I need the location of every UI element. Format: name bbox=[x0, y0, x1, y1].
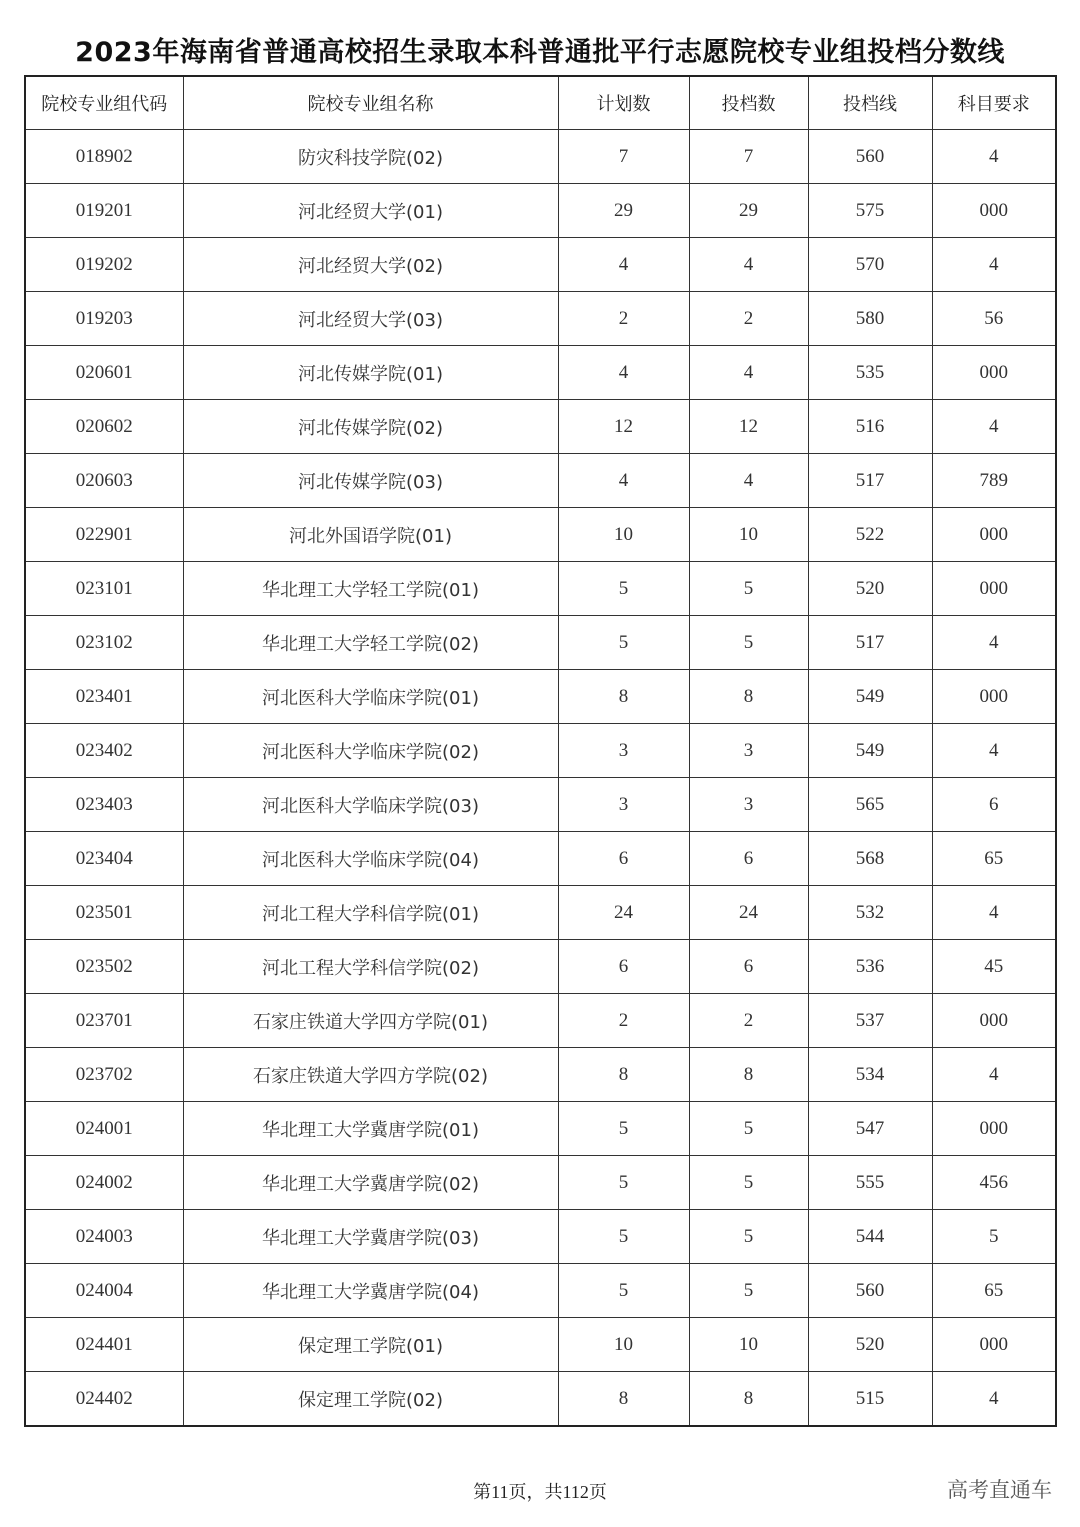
cell-group-name: 河北经贸大学(01) bbox=[183, 184, 558, 238]
cell-group-name: 河北外国语学院(01) bbox=[183, 508, 558, 562]
cell-admit-count: 3 bbox=[689, 724, 808, 778]
cell-group-code: 020602 bbox=[25, 400, 183, 454]
cell-admit-count: 5 bbox=[689, 562, 808, 616]
cell-admit-count: 10 bbox=[689, 508, 808, 562]
cell-admit-count: 4 bbox=[689, 346, 808, 400]
cell-cutoff-score: 516 bbox=[808, 400, 932, 454]
cell-subject-requirement: 4 bbox=[932, 886, 1056, 940]
cell-cutoff-score: 520 bbox=[808, 562, 932, 616]
table-row bbox=[25, 724, 1056, 778]
cell-group-name: 河北医科大学临床学院(03) bbox=[183, 778, 558, 832]
cell-group-name: 石家庄铁道大学四方学院(02) bbox=[183, 1048, 558, 1102]
cell-group-name: 河北传媒学院(01) bbox=[183, 346, 558, 400]
cell-admit-count: 2 bbox=[689, 994, 808, 1048]
table-row bbox=[25, 1318, 1056, 1372]
cell-group-code: 023501 bbox=[25, 886, 183, 940]
table-header-row bbox=[25, 76, 1056, 130]
cell-group-name: 河北传媒学院(03) bbox=[183, 454, 558, 508]
cell-group-name: 华北理工大学轻工学院(02) bbox=[183, 616, 558, 670]
cell-subject-requirement: 000 bbox=[932, 1318, 1056, 1372]
cell-group-code: 019202 bbox=[25, 238, 183, 292]
cell-group-code: 020603 bbox=[25, 454, 183, 508]
cell-subject-requirement: 65 bbox=[932, 832, 1056, 886]
cell-group-name: 河北医科大学临床学院(02) bbox=[183, 724, 558, 778]
cell-cutoff-score: 517 bbox=[808, 454, 932, 508]
table-row bbox=[25, 670, 1056, 724]
header-group-code: 院校专业组代码 bbox=[25, 76, 183, 130]
table-row bbox=[25, 832, 1056, 886]
cell-subject-requirement: 4 bbox=[932, 400, 1056, 454]
cell-cutoff-score: 544 bbox=[808, 1210, 932, 1264]
cell-group-name: 河北医科大学临床学院(04) bbox=[183, 832, 558, 886]
cell-admit-count: 4 bbox=[689, 454, 808, 508]
cell-group-name: 河北经贸大学(02) bbox=[183, 238, 558, 292]
cell-group-name: 华北理工大学冀唐学院(04) bbox=[183, 1264, 558, 1318]
cell-group-code: 022901 bbox=[25, 508, 183, 562]
cell-subject-requirement: 4 bbox=[932, 616, 1056, 670]
cell-cutoff-score: 537 bbox=[808, 994, 932, 1048]
table-row bbox=[25, 184, 1056, 238]
cell-subject-requirement: 6 bbox=[932, 778, 1056, 832]
cell-plan-count: 4 bbox=[558, 346, 689, 400]
cell-plan-count: 5 bbox=[558, 1210, 689, 1264]
cell-plan-count: 4 bbox=[558, 454, 689, 508]
header-plan-count: 计划数 bbox=[558, 76, 689, 130]
cell-group-name: 防灾科技学院(02) bbox=[183, 130, 558, 184]
table-row bbox=[25, 778, 1056, 832]
cell-admit-count: 2 bbox=[689, 292, 808, 346]
header-cutoff-score: 投档线 bbox=[808, 76, 932, 130]
score-table bbox=[24, 75, 1057, 1427]
table-row bbox=[25, 562, 1056, 616]
cell-admit-count: 8 bbox=[689, 670, 808, 724]
cell-plan-count: 10 bbox=[558, 1318, 689, 1372]
cell-group-code: 024001 bbox=[25, 1102, 183, 1156]
cell-group-code: 023101 bbox=[25, 562, 183, 616]
cell-subject-requirement: 456 bbox=[932, 1156, 1056, 1210]
cell-admit-count: 8 bbox=[689, 1372, 808, 1427]
table-body bbox=[25, 130, 1056, 1427]
cell-group-name: 河北医科大学临床学院(01) bbox=[183, 670, 558, 724]
page-number: 第11页，共112页 bbox=[473, 1482, 607, 1502]
cell-group-name: 华北理工大学冀唐学院(02) bbox=[183, 1156, 558, 1210]
table-row bbox=[25, 508, 1056, 562]
table-row bbox=[25, 1048, 1056, 1102]
cell-group-code: 023404 bbox=[25, 832, 183, 886]
cell-group-code: 024002 bbox=[25, 1156, 183, 1210]
cell-group-name: 保定理工学院(02) bbox=[183, 1372, 558, 1427]
header-admit-count: 投档数 bbox=[689, 76, 808, 130]
cell-plan-count: 2 bbox=[558, 994, 689, 1048]
cell-group-code: 023502 bbox=[25, 940, 183, 994]
cell-group-code: 024003 bbox=[25, 1210, 183, 1264]
cell-plan-count: 10 bbox=[558, 508, 689, 562]
cell-group-code: 023402 bbox=[25, 724, 183, 778]
cell-group-code: 018902 bbox=[25, 130, 183, 184]
cell-subject-requirement: 000 bbox=[932, 1102, 1056, 1156]
cell-group-name: 华北理工大学轻工学院(01) bbox=[183, 562, 558, 616]
cell-plan-count: 4 bbox=[558, 238, 689, 292]
page-title: 2023年海南省普通高校招生录取本科普通批平行志愿院校专业组投档分数线 bbox=[75, 37, 1005, 68]
cell-subject-requirement: 000 bbox=[932, 994, 1056, 1048]
cell-admit-count: 6 bbox=[689, 940, 808, 994]
table-row bbox=[25, 292, 1056, 346]
cell-admit-count: 29 bbox=[689, 184, 808, 238]
cell-subject-requirement: 4 bbox=[932, 1372, 1056, 1427]
cell-group-code: 024401 bbox=[25, 1318, 183, 1372]
cell-cutoff-score: 520 bbox=[808, 1318, 932, 1372]
cell-group-code: 019203 bbox=[25, 292, 183, 346]
cell-cutoff-score: 547 bbox=[808, 1102, 932, 1156]
cell-admit-count: 12 bbox=[689, 400, 808, 454]
cell-group-name: 河北传媒学院(02) bbox=[183, 400, 558, 454]
cell-cutoff-score: 515 bbox=[808, 1372, 932, 1427]
cell-cutoff-score: 580 bbox=[808, 292, 932, 346]
table-row bbox=[25, 238, 1056, 292]
cell-plan-count: 5 bbox=[558, 1264, 689, 1318]
cell-admit-count: 7 bbox=[689, 130, 808, 184]
cell-group-code: 019201 bbox=[25, 184, 183, 238]
cell-subject-requirement: 000 bbox=[932, 670, 1056, 724]
cell-group-name: 河北工程大学科信学院(01) bbox=[183, 886, 558, 940]
cell-admit-count: 24 bbox=[689, 886, 808, 940]
cell-admit-count: 10 bbox=[689, 1318, 808, 1372]
cell-cutoff-score: 549 bbox=[808, 724, 932, 778]
cell-admit-count: 8 bbox=[689, 1048, 808, 1102]
cell-admit-count: 5 bbox=[689, 1264, 808, 1318]
table-row bbox=[25, 130, 1056, 184]
cell-subject-requirement: 000 bbox=[932, 508, 1056, 562]
cell-plan-count: 3 bbox=[558, 778, 689, 832]
cell-cutoff-score: 565 bbox=[808, 778, 932, 832]
table-row bbox=[25, 940, 1056, 994]
cell-group-name: 华北理工大学冀唐学院(03) bbox=[183, 1210, 558, 1264]
cell-cutoff-score: 517 bbox=[808, 616, 932, 670]
cell-cutoff-score: 555 bbox=[808, 1156, 932, 1210]
watermark: 高考直通车 bbox=[947, 1478, 1052, 1502]
cell-group-code: 023702 bbox=[25, 1048, 183, 1102]
cell-admit-count: 4 bbox=[689, 238, 808, 292]
cell-cutoff-score: 570 bbox=[808, 238, 932, 292]
header-group-name: 院校专业组名称 bbox=[183, 76, 558, 130]
cell-subject-requirement: 56 bbox=[932, 292, 1056, 346]
table-row bbox=[25, 1372, 1056, 1427]
cell-subject-requirement: 5 bbox=[932, 1210, 1056, 1264]
cell-plan-count: 5 bbox=[558, 562, 689, 616]
cell-admit-count: 5 bbox=[689, 1102, 808, 1156]
cell-cutoff-score: 549 bbox=[808, 670, 932, 724]
cell-group-code: 023403 bbox=[25, 778, 183, 832]
cell-plan-count: 8 bbox=[558, 1048, 689, 1102]
cell-group-name: 石家庄铁道大学四方学院(01) bbox=[183, 994, 558, 1048]
cell-plan-count: 8 bbox=[558, 1372, 689, 1427]
cell-admit-count: 5 bbox=[689, 1210, 808, 1264]
cell-plan-count: 7 bbox=[558, 130, 689, 184]
cell-plan-count: 5 bbox=[558, 616, 689, 670]
table-row bbox=[25, 886, 1056, 940]
table-row bbox=[25, 1264, 1056, 1318]
cell-plan-count: 5 bbox=[558, 1156, 689, 1210]
cell-cutoff-score: 534 bbox=[808, 1048, 932, 1102]
cell-subject-requirement: 000 bbox=[932, 184, 1056, 238]
cell-plan-count: 2 bbox=[558, 292, 689, 346]
cell-cutoff-score: 560 bbox=[808, 130, 932, 184]
cell-cutoff-score: 575 bbox=[808, 184, 932, 238]
cell-group-code: 024004 bbox=[25, 1264, 183, 1318]
cell-group-name: 华北理工大学冀唐学院(01) bbox=[183, 1102, 558, 1156]
cell-plan-count: 6 bbox=[558, 940, 689, 994]
cell-admit-count: 5 bbox=[689, 1156, 808, 1210]
cell-cutoff-score: 568 bbox=[808, 832, 932, 886]
table-row bbox=[25, 1156, 1056, 1210]
cell-plan-count: 3 bbox=[558, 724, 689, 778]
cell-cutoff-score: 532 bbox=[808, 886, 932, 940]
cell-group-name: 河北经贸大学(03) bbox=[183, 292, 558, 346]
cell-group-code: 023102 bbox=[25, 616, 183, 670]
table-row bbox=[25, 400, 1056, 454]
cell-plan-count: 24 bbox=[558, 886, 689, 940]
cell-group-name: 保定理工学院(01) bbox=[183, 1318, 558, 1372]
cell-plan-count: 12 bbox=[558, 400, 689, 454]
cell-group-code: 023701 bbox=[25, 994, 183, 1048]
cell-group-code: 020601 bbox=[25, 346, 183, 400]
cell-cutoff-score: 560 bbox=[808, 1264, 932, 1318]
cell-subject-requirement: 000 bbox=[932, 346, 1056, 400]
cell-subject-requirement: 45 bbox=[932, 940, 1056, 994]
cell-plan-count: 5 bbox=[558, 1102, 689, 1156]
cell-cutoff-score: 535 bbox=[808, 346, 932, 400]
cell-subject-requirement: 4 bbox=[932, 1048, 1056, 1102]
cell-subject-requirement: 4 bbox=[932, 238, 1056, 292]
cell-group-name: 河北工程大学科信学院(02) bbox=[183, 940, 558, 994]
table-row bbox=[25, 454, 1056, 508]
table-row bbox=[25, 1210, 1056, 1264]
cell-group-code: 024402 bbox=[25, 1372, 183, 1427]
cell-admit-count: 5 bbox=[689, 616, 808, 670]
cell-admit-count: 6 bbox=[689, 832, 808, 886]
cell-subject-requirement: 4 bbox=[932, 130, 1056, 184]
cell-cutoff-score: 536 bbox=[808, 940, 932, 994]
cell-plan-count: 29 bbox=[558, 184, 689, 238]
cell-group-code: 023401 bbox=[25, 670, 183, 724]
cell-plan-count: 8 bbox=[558, 670, 689, 724]
cell-cutoff-score: 522 bbox=[808, 508, 932, 562]
table-row bbox=[25, 346, 1056, 400]
cell-subject-requirement: 4 bbox=[932, 724, 1056, 778]
table-row bbox=[25, 994, 1056, 1048]
table-row bbox=[25, 616, 1056, 670]
cell-subject-requirement: 789 bbox=[932, 454, 1056, 508]
header-subject-requirement: 科目要求 bbox=[932, 76, 1056, 130]
table-row bbox=[25, 1102, 1056, 1156]
cell-admit-count: 3 bbox=[689, 778, 808, 832]
cell-subject-requirement: 000 bbox=[932, 562, 1056, 616]
cell-subject-requirement: 65 bbox=[932, 1264, 1056, 1318]
cell-plan-count: 6 bbox=[558, 832, 689, 886]
